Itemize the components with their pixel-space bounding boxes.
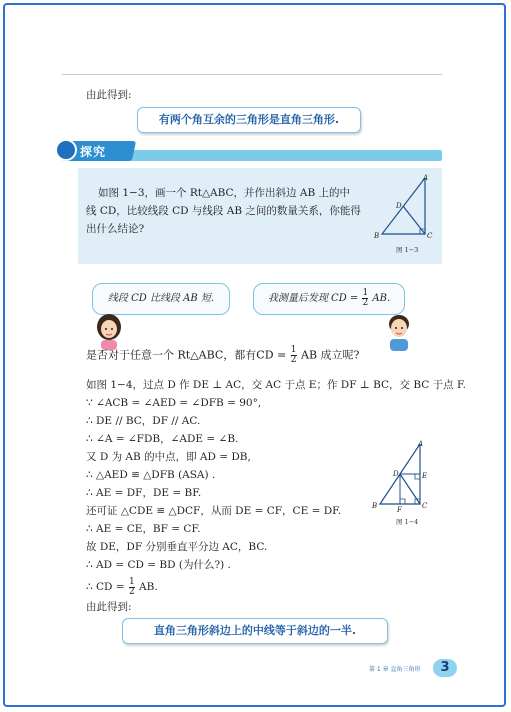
right-angle-e [415,474,420,479]
page-number: 3 [433,659,457,677]
conclusion-box-1 [137,107,361,133]
fraction-denominator: 2 [362,298,369,308]
label-d-2: D [393,470,399,478]
explore-icon [55,139,77,161]
bubble-right-text-post: AB. [372,293,391,304]
conclusion-pre: ∴ CD = [86,581,125,593]
conclusion-frac-num: 1 [128,576,135,587]
chapter-label: 第 1 章 直角三角形 [369,666,421,673]
proof-line-8: 还可证 △CDE ≌ △DCF，从而 DE = CF，CE = DF. [86,505,342,517]
fraction-numerator: 1 [362,288,369,298]
label-a-2: A [418,440,424,448]
proof-line-6: ∴ △AED ≌ △DFB (ASA) . [86,469,216,481]
median-cd [403,206,425,234]
proof-line-2: ∵ ∠ACB = ∠AED = ∠DFB = 90°, [86,397,262,409]
label-c: C [427,232,433,240]
label-e: E [422,472,428,480]
conclusion-line [86,576,158,598]
label-c-2: C [422,502,428,510]
proof-line-1: 如图 1−4，过点 D 作 DE ⊥ AC，交 AC 于点 E；作 DF ⊥ BC，交 BC 于点 F. [86,379,466,391]
proof-line-9: ∴ AE = CE，BF = CF. [86,523,201,535]
question-line [86,346,359,365]
top-rule [62,74,442,75]
right-angle-f [400,499,405,504]
boy-illustration [382,312,416,352]
figure-1-3-caption: 图 1−3 [396,246,419,254]
bubble-left-text: 线段 CD 比线段 AB 短. [107,293,215,304]
label-b-2: B [372,502,378,510]
explore-text-line-3: 出什么结论? [86,223,145,235]
question-frac-num: 1 [290,345,297,355]
label-b: B [374,232,380,240]
figure-1-4 [370,440,440,530]
proof-line-3: ∴ DE // BC，DF // AC. [86,415,201,427]
median-cd-2 [400,474,420,504]
proof-line-5: 又 D 为 AB 的中点，即 AD = DB, [86,451,251,463]
explore-label: 探究 [80,145,107,159]
conclusion-box-1-text: 有两个角互余的三角形是直角三角形. [158,113,340,126]
explore-text-line-1: 如图 1−3，画一个 Rt△ABC，并作出斜边 AB 上的中 [98,187,351,199]
bubble-fraction [362,289,368,308]
question-fraction [291,346,297,365]
conclusion-fraction [129,578,135,597]
bubble-right [253,283,405,315]
intro-text-2: 由此得到: [86,601,132,613]
proof-line-7: ∴ AE = DF，DE = BF. [86,487,202,499]
proof-line-10: 故 DE，DF 分别垂直平分边 AC，BC. [86,541,268,553]
girl-illustration [92,312,126,350]
label-f: F [397,506,402,514]
question-frac-den: 2 [290,355,297,365]
figure-1-4-caption: 图 1−4 [396,518,419,526]
figure-1-3 [370,172,438,262]
bubble-left [92,283,230,315]
label-a: A [423,174,429,182]
proof-line-11: ∴ AD = CD = BD (为什么?) . [86,559,231,571]
conclusion-post: AB. [139,581,158,593]
conclusion-box-2 [122,618,388,644]
question-pre: 是否对于任意一个 Rt△ABC，都有CD = [86,348,287,362]
conclusion-box-2-text: 直角三角形斜边上的中线等于斜边的一半. [153,624,357,637]
proof-line-4: ∴ ∠A = ∠FDB，∠ADE = ∠B. [86,433,239,445]
explore-text-line-2: 线 CD，比较线段 CD 与线段 AB 之间的数量关系，你能得 [86,205,361,217]
intro-text-1: 由此得到: [86,89,132,101]
label-d: D [396,202,402,210]
conclusion-frac-den: 2 [128,586,135,597]
question-post: AB 成立呢? [301,348,360,362]
bubble-right-text-pre: 我测量后发现 CD = [267,293,359,304]
